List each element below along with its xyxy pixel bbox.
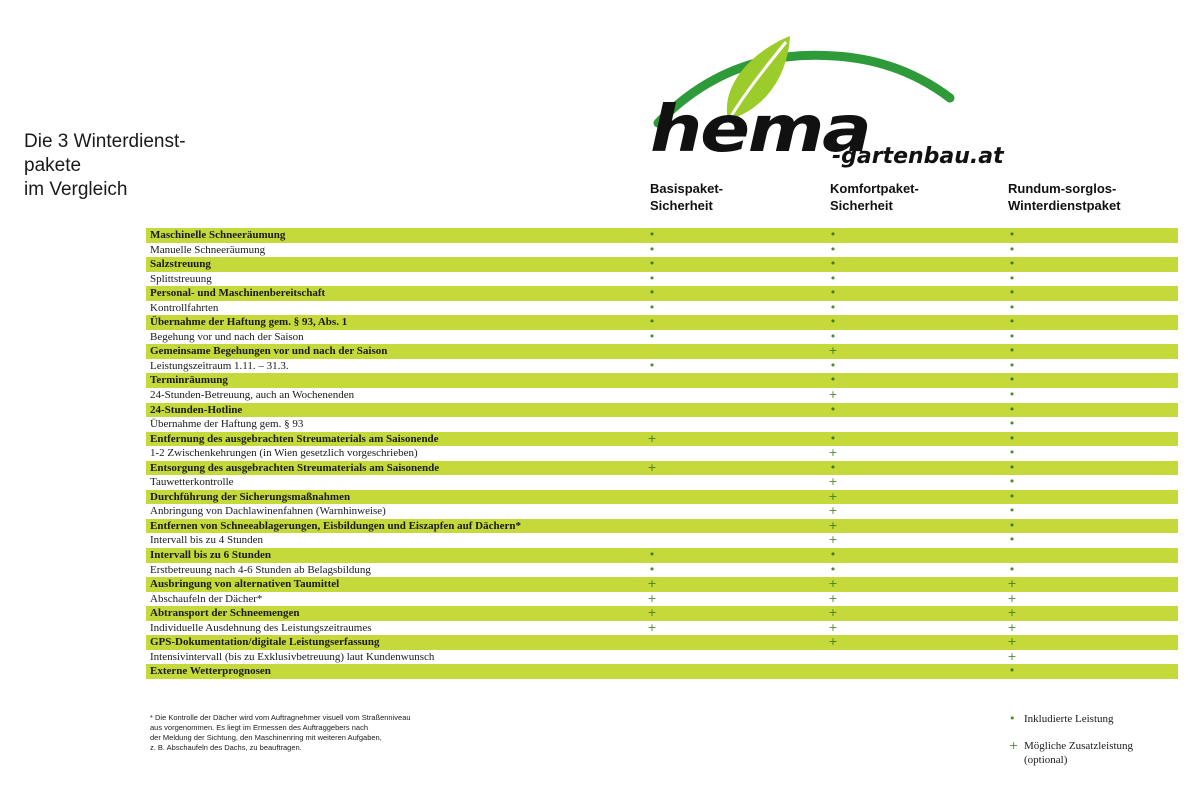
row-label: GPS-Dokumentation/digitale Leistungserfassung: [150, 636, 380, 649]
row-label: Entfernen von Schneeablagerungen, Eisbildungen und Eiszapfen auf Dächern*: [150, 519, 522, 532]
plus-icon: +: [1009, 739, 1019, 752]
included-mark: •: [648, 286, 656, 300]
included-mark: •: [1008, 300, 1016, 314]
optional-mark: +: [647, 431, 657, 445]
row-label: Maschinelle Schneeräumung: [150, 229, 286, 241]
table-row: [146, 650, 1178, 665]
table-row: [146, 635, 1178, 650]
included-mark: •: [648, 315, 656, 329]
included-mark: •: [1008, 358, 1016, 372]
table-row: [146, 475, 1178, 490]
optional-mark: +: [828, 388, 838, 402]
table-row: [146, 403, 1178, 418]
row-label: Anbringung von Dachlawinenfahnen (Warnhinweise): [150, 505, 386, 518]
included-mark: •: [829, 300, 837, 314]
row-label: 24-Stunden-Betreuung, auch an Wochenenden: [150, 389, 355, 402]
optional-mark: +: [1007, 649, 1017, 663]
table-row: [146, 272, 1178, 287]
included-mark: •: [648, 358, 656, 372]
footnote-line: aus vorgenommen. Es liegt im Ermessen des Auftraggebers nach: [150, 723, 369, 732]
row-label: 24-Stunden-Hotline: [150, 403, 243, 416]
included-mark: •: [1008, 518, 1016, 532]
optional-mark: +: [647, 460, 657, 474]
table-row: [146, 577, 1178, 592]
row-label: 1-2 Zwischenkehrungen (in Wien gesetzlich vorgeschrieben): [150, 447, 418, 460]
included-mark: •: [1008, 286, 1016, 300]
column-header-line: Komfortpaket-: [830, 181, 919, 196]
table-row: [146, 446, 1178, 461]
included-mark: •: [829, 257, 837, 271]
row-label: Externe Wetterprognosen: [150, 665, 271, 678]
table-row: [146, 519, 1178, 534]
included-mark: •: [648, 257, 656, 271]
included-mark: •: [1008, 489, 1016, 503]
table-row: [146, 664, 1178, 679]
optional-mark: +: [828, 446, 838, 460]
row-label: Gemeinsame Begehungen vor und nach der Saison: [150, 345, 388, 358]
table-row: [146, 621, 1178, 636]
optional-mark: +: [828, 518, 838, 532]
included-mark: •: [829, 271, 837, 285]
row-label: Splittstreuung: [150, 272, 212, 285]
footnote-line: * Die Kontrolle der Dächer wird vom Auftragnehmer visuell vom Straßenniveau: [150, 713, 411, 722]
included-mark: •: [1008, 431, 1016, 445]
column-header-line: Sicherheit: [830, 198, 893, 213]
table-row: [146, 228, 1178, 243]
row-label: Entfernung des ausgebrachten Streumaterials am Saisonende: [150, 432, 439, 445]
legend-label: Mögliche Zusatzleistung: [1024, 740, 1134, 752]
optional-mark: +: [1007, 620, 1017, 634]
table-row: [146, 461, 1178, 476]
included-mark: •: [1008, 242, 1016, 256]
dot-icon: •: [1009, 712, 1016, 725]
row-label: Leistungszeitraum 1.11. – 31.3.: [150, 359, 289, 372]
included-mark: •: [829, 431, 837, 445]
row-label: Ausbringung von alternativen Taumittel: [150, 578, 340, 591]
optional-mark: +: [828, 489, 838, 503]
optional-mark: +: [828, 344, 838, 358]
row-label: Entsorgung des ausgebrachten Streumaterials am Saisonende: [150, 461, 440, 474]
legend-item-included: [1009, 712, 1189, 726]
included-mark: •: [829, 358, 837, 372]
included-mark: •: [648, 300, 656, 314]
column-header-line: Winterdienstpaket: [1008, 198, 1121, 213]
legend-item-optional: [1009, 739, 1189, 767]
row-label: Begehung vor und nach der Saison: [150, 330, 304, 343]
included-mark: •: [1008, 562, 1016, 576]
included-mark: •: [829, 329, 837, 343]
table-row: [146, 533, 1178, 548]
optional-mark: +: [828, 577, 838, 591]
row-label: Kontrollfahrten: [150, 301, 219, 314]
included-mark: •: [648, 329, 656, 343]
comparison-table: [146, 228, 1178, 679]
table-row: [146, 606, 1178, 621]
included-mark: •: [648, 228, 656, 241]
included-mark: •: [1008, 257, 1016, 271]
included-mark: •: [648, 242, 656, 256]
optional-mark: +: [1007, 577, 1017, 591]
row-label: Manuelle Schneeräumung: [150, 243, 266, 256]
included-mark: •: [1008, 504, 1016, 518]
row-label: Abschaufeln der Dächer*: [150, 592, 263, 605]
table-row: [146, 315, 1178, 330]
heading-line: im Vergleich: [24, 179, 128, 200]
included-mark: •: [829, 548, 837, 562]
row-label: Erstbetreuung nach 4-6 Stunden ab Belagsbildung: [150, 563, 371, 576]
included-mark: •: [1008, 417, 1016, 431]
legend-label: (optional): [1024, 754, 1068, 766]
row-label: Übernahme der Haftung gem. § 93, Abs. 1: [150, 316, 348, 329]
included-mark: •: [648, 562, 656, 576]
included-mark: •: [648, 548, 656, 562]
row-label: Übernahme der Haftung gem. § 93: [150, 418, 304, 431]
table-row: [146, 330, 1178, 345]
included-mark: •: [829, 228, 837, 241]
table-row: [146, 548, 1178, 563]
row-label: Individuelle Ausdehnung des Leistungszeitraumes: [150, 621, 372, 634]
included-mark: •: [829, 402, 837, 416]
optional-mark: +: [828, 591, 838, 605]
optional-mark: +: [828, 533, 838, 547]
heading-line: pakete: [24, 155, 82, 176]
heading-line: Die 3 Winterdienst-: [24, 131, 186, 152]
included-mark: •: [1008, 388, 1016, 402]
row-label: Intervall bis zu 4 Stunden: [150, 534, 264, 547]
row-label: Intensivintervall (bis zu Exklusivbetreuung) laut Kundenwunsch: [150, 650, 435, 663]
column-header-komfortpaket: [830, 180, 919, 214]
row-label: Tauwetterkontrolle: [150, 476, 234, 489]
footnote-line: z. B. Abschaufeln des Dachs, zu beauftragen.: [150, 743, 302, 752]
row-label: Intervall bis zu 6 Stunden: [150, 549, 272, 562]
column-header-line: Sicherheit: [650, 198, 713, 213]
included-mark: •: [1008, 664, 1016, 678]
table-row: [146, 359, 1178, 374]
included-mark: •: [1008, 533, 1016, 547]
column-header-basispaket: [650, 180, 723, 214]
table-row: [146, 592, 1178, 607]
footnote-line: der Meldung der Sichtung, den Maschinenring mit weiteren Aufgaben,: [150, 733, 382, 742]
included-mark: •: [1008, 460, 1016, 474]
table-row: [146, 243, 1178, 258]
included-mark: •: [648, 271, 656, 285]
included-mark: •: [1008, 271, 1016, 285]
included-mark: •: [1008, 315, 1016, 329]
optional-mark: +: [828, 620, 838, 634]
page-heading: [24, 130, 186, 202]
optional-mark: +: [828, 606, 838, 620]
table-row: [146, 344, 1178, 359]
table-row: [146, 417, 1178, 432]
included-mark: •: [1008, 228, 1016, 241]
optional-mark: +: [828, 635, 838, 649]
logo-wordmark: hema: [650, 93, 870, 167]
optional-mark: +: [1007, 606, 1017, 620]
included-mark: •: [1008, 373, 1016, 387]
optional-mark: +: [647, 591, 657, 605]
included-mark: •: [829, 315, 837, 329]
included-mark: •: [1008, 446, 1016, 460]
included-mark: •: [829, 562, 837, 576]
included-mark: •: [1008, 402, 1016, 416]
optional-mark: +: [647, 577, 657, 591]
optional-mark: +: [647, 606, 657, 620]
table-row: [146, 301, 1178, 316]
optional-mark: +: [1007, 635, 1017, 649]
row-label: Durchführung der Sicherungsmaßnahmen: [150, 490, 351, 503]
column-header-line: Basispaket-: [650, 181, 723, 196]
included-mark: •: [1008, 475, 1016, 489]
optional-mark: +: [1007, 591, 1017, 605]
included-mark: •: [829, 460, 837, 474]
table-row: [146, 504, 1178, 519]
row-label: Abtransport der Schneemengen: [150, 607, 300, 620]
table-row: [146, 388, 1178, 403]
row-label: Terminräumung: [150, 374, 228, 387]
hema-logo: [650, 28, 1030, 169]
table-row: [146, 490, 1178, 505]
column-header-rundum-sorglos: [1008, 180, 1121, 214]
legend: [1009, 712, 1189, 767]
included-mark: •: [829, 242, 837, 256]
column-header-line: Rundum-sorglos-: [1008, 181, 1117, 196]
table-row: [146, 373, 1178, 388]
row-label: Salzstreuung: [150, 258, 211, 271]
row-label: Personal- und Maschinenbereitschaft: [150, 287, 326, 300]
table-row: [146, 432, 1178, 447]
logo-domain: -gartenbau.at: [832, 144, 1004, 169]
optional-mark: +: [828, 475, 838, 489]
table-row: [146, 563, 1178, 578]
table-row: [146, 286, 1178, 301]
included-mark: •: [1008, 344, 1016, 358]
legend-label: Inkludierte Leistung: [1024, 713, 1114, 725]
included-mark: •: [1008, 329, 1016, 343]
included-mark: •: [829, 373, 837, 387]
optional-mark: +: [828, 504, 838, 518]
footnote: [150, 713, 490, 753]
included-mark: •: [829, 286, 837, 300]
table-row: [146, 257, 1178, 272]
optional-mark: +: [647, 620, 657, 634]
